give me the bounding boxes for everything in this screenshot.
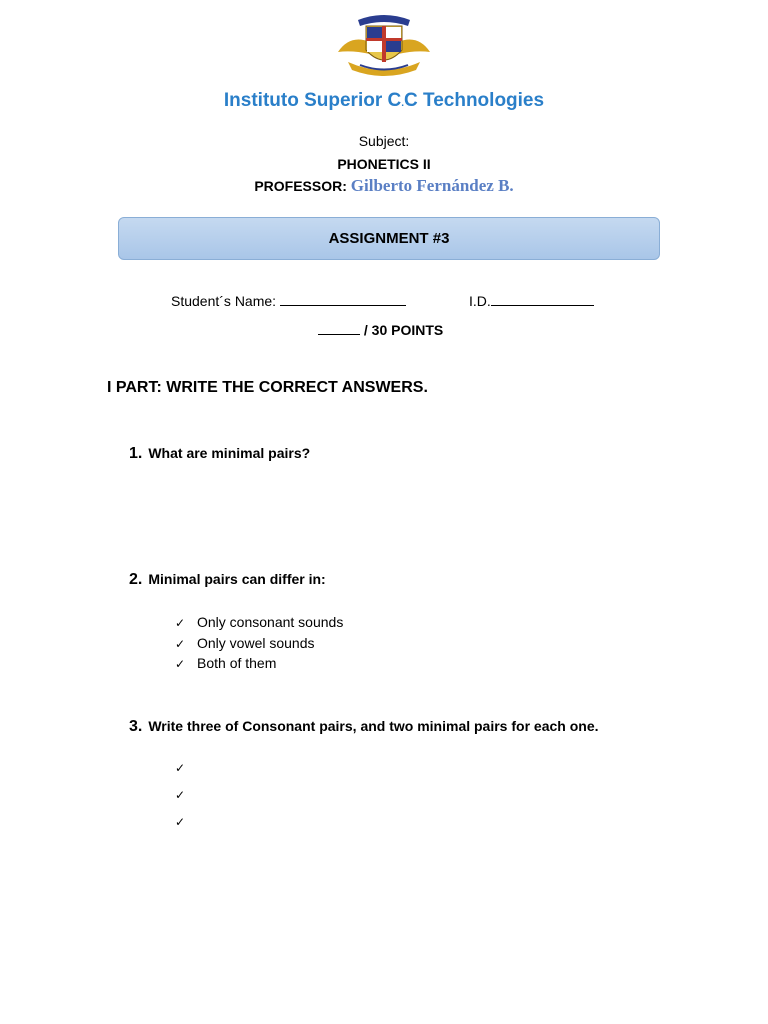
professor-label: PROFESSOR: xyxy=(254,178,347,194)
option-label: Only consonant sounds xyxy=(197,614,344,630)
institute-logo xyxy=(330,12,438,76)
question-3 xyxy=(129,718,599,736)
student-name-label: Student´s Name: xyxy=(171,293,277,309)
student-id-label: I.D. xyxy=(469,293,491,309)
question-number: 3. xyxy=(129,718,143,735)
answer-bullet xyxy=(175,813,197,829)
assignment-title: ASSIGNMENT #3 xyxy=(328,230,450,247)
question-text: What are minimal pairs? xyxy=(148,445,311,461)
question-text: Minimal pairs can differ in: xyxy=(148,571,326,587)
subject-value: PHONETICS II xyxy=(337,156,431,172)
question-number: 2. xyxy=(129,571,143,588)
answer-bullet xyxy=(175,786,197,802)
points-blank[interactable] xyxy=(318,320,360,335)
school-title: Instituto Superior C.C Technologies xyxy=(223,90,545,111)
option-item xyxy=(175,635,315,651)
option-item xyxy=(175,655,276,671)
question-1 xyxy=(129,445,310,463)
assignment-banner xyxy=(118,217,660,260)
part-title: I PART: WRITE THE CORRECT ANSWERS. xyxy=(107,379,428,396)
check-icon: ✓ xyxy=(175,761,186,775)
subject-label: Subject: xyxy=(358,133,410,149)
check-icon: ✓ xyxy=(175,788,186,802)
check-icon: ✓ xyxy=(175,616,186,630)
option-item xyxy=(175,614,343,630)
question-text: Write three of Consonant pairs, and two minimal pairs for each one. xyxy=(148,718,599,734)
student-name-blank[interactable] xyxy=(280,291,406,306)
check-icon: ✓ xyxy=(175,637,186,651)
check-icon: ✓ xyxy=(175,815,186,829)
answer-bullet xyxy=(175,759,197,775)
option-label: Both of them xyxy=(197,655,277,671)
question-number: 1. xyxy=(129,445,143,462)
professor-name: Gilberto Fernández B. xyxy=(350,176,514,195)
points-label: / 30 POINTS xyxy=(363,322,444,338)
student-id-row xyxy=(469,291,594,309)
student-name-row xyxy=(171,291,406,309)
question-2 xyxy=(129,571,326,589)
check-icon: ✓ xyxy=(175,657,186,671)
option-label: Only vowel sounds xyxy=(197,635,315,651)
student-id-blank[interactable] xyxy=(491,291,594,306)
professor-line xyxy=(0,176,768,196)
points-row xyxy=(318,320,443,338)
